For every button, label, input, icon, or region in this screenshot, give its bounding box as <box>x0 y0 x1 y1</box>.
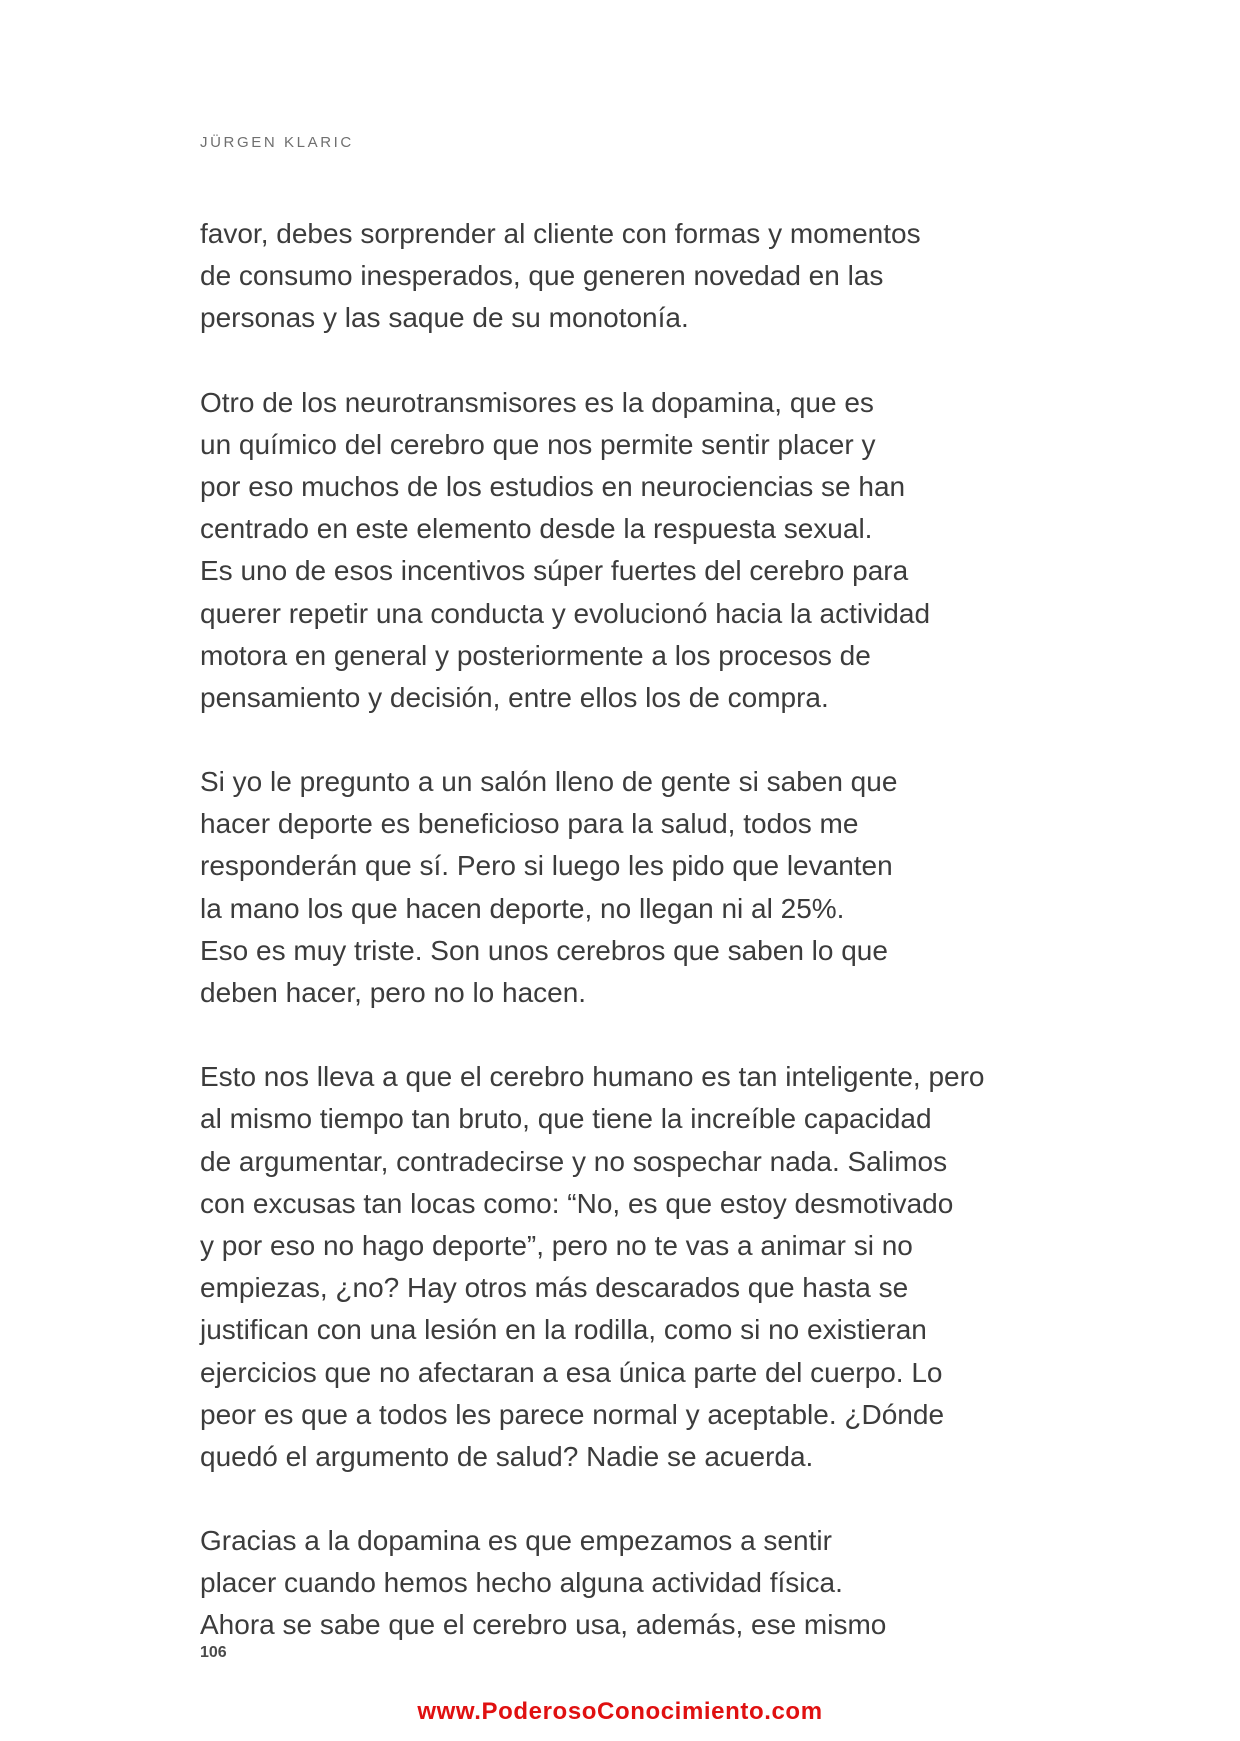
text-line: al mismo tiempo tan bruto, que tiene la increíble capacidad <box>200 1103 932 1135</box>
paragraph <box>200 213 1080 340</box>
text-line: Si yo le pregunto a un salón lleno de gente si saben que <box>200 766 898 798</box>
text-line: y por eso no hago deporte”, pero no te vas a animar si no <box>200 1229 913 1261</box>
text-line: Otro de los neurotransmisores es la dopamina, que es <box>200 386 874 418</box>
text-line: querer repetir una conducta y evolucionó hacia la actividad <box>200 597 931 629</box>
text-line: con excusas tan locas como: “No, es que estoy desmotivado <box>200 1187 954 1219</box>
paragraph <box>200 1520 1080 1647</box>
text-line: la mano los que hacen deporte, no llegan ni al 25%. <box>200 892 845 924</box>
text-line: Eso es muy triste. Son unos cerebros que saben lo que <box>200 934 888 966</box>
text-line: deben hacer, pero no lo hacen. <box>200 977 587 1008</box>
page-number: 106 <box>200 1644 227 1661</box>
text-line: pensamiento y decisión, entre ellos los de compra. <box>200 681 829 713</box>
watermark-url: www.PoderosoConocimiento.com <box>417 1698 823 1725</box>
text-line: hacer deporte es beneficioso para la salud, todos me <box>200 808 859 840</box>
running-header: JÜRGEN KLARIC <box>200 134 354 151</box>
text-line: quedó el argumento de salud? Nadie se acuerda. <box>200 1440 814 1472</box>
text-line: de consumo inesperados, que generen novedad en las <box>200 260 884 292</box>
paragraph <box>200 1056 1080 1478</box>
text-line: centrado en este elemento desde la respuesta sexual. <box>200 513 873 545</box>
text-line: Gracias a la dopamina es que empezamos a sentir <box>200 1525 832 1557</box>
text-line: empiezas, ¿no? Hay otros más descarados que hasta se <box>200 1272 909 1304</box>
text-line: responderán que sí. Pero si luego les pido que levanten <box>200 850 893 882</box>
paragraph <box>200 382 1080 720</box>
text-line: Esto nos lleva a que el cerebro humano es tan inteligente, pero <box>200 1061 985 1093</box>
text-line: motora en general y posteriormente a los procesos de <box>200 639 871 671</box>
text-line: ejercicios que no afectaran a esa única parte del cuerpo. Lo <box>200 1356 943 1388</box>
text-line: Ahora se sabe que el cerebro usa, además, ese mismo <box>200 1609 887 1641</box>
text-line: favor, debes sorprender al cliente con formas y momentos <box>200 218 921 249</box>
text-line: personas y las saque de su monotonía. <box>200 302 689 334</box>
text-line: peor es que a todos les parece normal y aceptable. ¿Dónde <box>200 1398 945 1430</box>
text-line: de argumentar, contradecirse y no sospechar nada. Salimos <box>200 1145 948 1177</box>
text-line: placer cuando hemos hecho alguna actividad física. <box>200 1567 843 1599</box>
paragraph <box>200 761 1080 1014</box>
text-line: justifican con una lesión en la rodilla, como si no existieran <box>200 1314 927 1346</box>
text-line: por eso muchos de los estudios en neurociencias se han <box>200 470 906 502</box>
text-line: un químico del cerebro que nos permite sentir placer y <box>200 428 876 460</box>
body-text <box>200 213 1080 1689</box>
text-line: Es uno de esos incentivos súper fuertes del cerebro para <box>200 555 909 587</box>
